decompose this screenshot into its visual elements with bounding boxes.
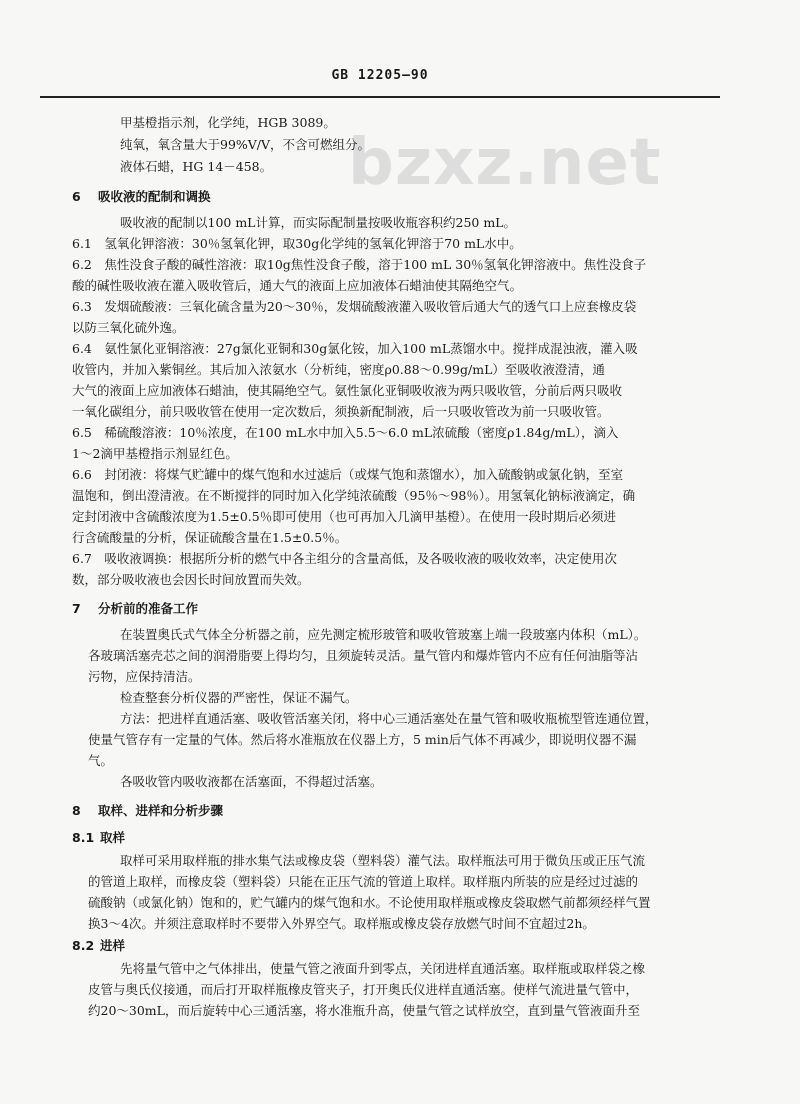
section-number: 8: [72, 803, 81, 818]
clause-line: 温饱和，倒出澄清液。在不断搅拌的同时加入化学纯浓硫酸（95％～98％）。用氢氧化钠标液滴定，确: [72, 488, 636, 503]
paragraph-line: 硫酸钠（或氯化钠）饱和的，贮气罐内的煤气饱和水。不论使用取样瓶或橡皮袋取燃气前都须经样气置: [88, 895, 651, 910]
clause-line: 一氧化碳组分，前只吸收管在使用一定次数后，须换新配制液，后一只吸收管改为前一只吸收管。: [72, 404, 610, 419]
clause-line: 6.7 吸收液调换：根据所分析的燃气中各主组分的含量高低，及各吸收液的吸收效率，决定使用次: [72, 551, 617, 566]
section-6-intro: 吸收液的配制以100 mL计算，而实际配制量按吸收瓶容积约250 mL。: [120, 215, 516, 230]
paragraph-line: 污物，应保持清洁。: [88, 669, 201, 684]
section-7-heading: [72, 594, 720, 624]
clause-6-5: [72, 422, 720, 464]
subsection-title: 进样: [100, 938, 126, 953]
paragraph-line: 检查整套分析仪器的严密性，保证不漏气。: [120, 690, 358, 705]
paragraph-line: 在装置奥氏式气体全分析器之前，应先测定梳形玻管和吸收管玻塞上端一段玻塞内体积（mL）。: [120, 627, 647, 642]
clause-6-7: [72, 548, 720, 590]
paragraph-line: 皮管与奥氏仪接通，而后打开取样瓶橡皮管夹子，打开奥氏仪进样直通活塞。使样气流进量气管中，: [88, 982, 639, 997]
section-title: 分析前的准备工作: [98, 601, 199, 616]
paragraph-line: 约20～30mL，而后旋转中心三通活塞，将水准瓶升高，使量气管之试样放空，直到量气管液面升至: [88, 1003, 640, 1018]
section-title: 吸收液的配制和调换: [98, 189, 211, 204]
clause-line: 6.6 封闭液：将煤气贮罐中的煤气饱和水过滤后（或煤气饱和蒸馏水），加入硫酸钠或氯化钠，至室: [72, 467, 624, 482]
clause-6-2: [72, 254, 720, 296]
clause-line: 定封闭液中含硫酸浓度为1.5±0.5％即可使用（也可再加入几滴甲基橙）。在使用一段时期后必须进: [72, 509, 616, 524]
reagent-line: 纯氧，氧含量大于99%V/V，不含可燃组分。: [120, 137, 371, 152]
subsection-number: 8.2: [72, 938, 95, 953]
paragraph-line: 取样可采用取样瓶的排水集气法或橡皮袋（塑料袋）灌气法。取样瓶法可用于微负压或正压气流: [120, 853, 646, 868]
clause-line: 收管内，并加入紫铜丝。其后加入浓氨水（分析纯，密度ρ0.88～0.99g/mL）至吸收液澄清，通: [72, 362, 605, 377]
reagent-list: [88, 112, 720, 178]
clause-line: 6.1 氢氧化钾溶液：30％氢氧化钾，取30g化学纯的氢氧化钾溶于70 mL水中。: [72, 236, 522, 251]
section-8-heading: [72, 796, 720, 826]
paragraph-line: 各吸收管内吸收液都在活塞面，不得超过活塞。: [120, 774, 383, 789]
section-6-heading: [72, 182, 720, 212]
clause-line: 6.3 发烟硫酸液：三氧化硫含量为20～30％，发烟硫酸液灌入吸收管后通大气的透气口上应套橡皮袋: [72, 299, 637, 314]
clause-6-4: [72, 338, 720, 422]
clause-line: 数，部分吸收液也会因长时间放置而失效。: [72, 572, 310, 587]
clause-6-6: [72, 464, 720, 548]
section-7-paragraph: [88, 708, 720, 771]
paragraph-line: 换3～4次。并须注意取样时不要带入外界空气。取样瓶或橡皮袋存放燃气时间不宜超过2h。: [88, 916, 595, 931]
subsection-8-1-heading: [72, 826, 720, 850]
clause-line: 6.2 焦性没食子酸的碱性溶液：取10g焦性没食子酸，溶于100 mL 30％氢氧化钾溶液中。焦性没食子: [72, 257, 647, 272]
reagent-line: 液体石蜡，HG 14－458。: [120, 159, 273, 174]
clause-line: 6.4 氨性氯化亚铜溶液：27g氯化亚铜和30g氯化铵，加入100 mL蒸馏水中。搅拌成混浊液，灌入吸: [72, 341, 638, 356]
document-body: [72, 112, 720, 1021]
header-rule: [40, 96, 720, 98]
clause-line: 以防三氧化硫外逸。: [72, 320, 185, 335]
paragraph-line: 先将量气管中之气体排出，使量气管之液面升到零点，关闭进样直通活塞。取样瓶或取样袋之橡: [120, 961, 646, 976]
clause-6-1: [72, 233, 720, 254]
clause-line: 行含硫酸量的分析，保证硫酸含量在1.5±0.5％。: [72, 530, 348, 545]
standard-number-header: GB 12205—90: [331, 68, 429, 83]
paragraph-line: 各玻璃活塞壳芯之间的润滑脂要上得均匀，且须旋转灵活。量气管内和爆炸管内不应有任何油脂等沾: [88, 648, 639, 663]
watermark: bzxz.net: [348, 126, 662, 200]
paragraph-line: 方法：把进样直通活塞、吸收管活塞关闭，将中心三通活塞处在量气管和吸收瓶梳型管连通位置，: [120, 711, 658, 726]
clause-line: 大气的液面上应加液体石蜡油，使其隔绝空气。氨性氯化亚铜吸收液为两只吸收管，分前后两只吸收: [72, 383, 623, 398]
section-number: 6: [72, 189, 81, 204]
paragraph-line: 气。: [88, 753, 114, 768]
section-7-paragraph: [88, 624, 720, 687]
subsection-8-2-heading: [72, 934, 720, 958]
reagent-line: 甲基橙指示剂，化学纯，HGB 3089。: [120, 115, 336, 130]
clause-line: 6.5 稀硫酸溶液：10％浓度，在100 mL水中加入5.5～6.0 mL浓硫酸（密度ρ1.84g/mL），滴入: [72, 425, 619, 440]
clause-6-3: [72, 296, 720, 338]
paragraph-line: 使量气管存有一定量的气体。然后将水准瓶放在仪器上方，5 min后气体不再减少，即说明仪器不漏: [88, 732, 637, 747]
subsection-title: 取样: [100, 830, 126, 845]
subsection-number: 8.1: [72, 830, 95, 845]
subsection-8-2-body: [88, 958, 720, 1021]
paragraph-line: 的管道上取样，而橡皮袋（塑料袋）只能在正压气流的管道上取样。取样瓶内所装的应是经过过滤的: [88, 874, 639, 889]
clause-line: 酸的碱性吸收液在灌入吸收管后，通大气的液面上应加液体石蜡油使其隔绝空气。: [72, 278, 523, 293]
subsection-8-1-body: [88, 850, 720, 934]
section-title: 取样、进样和分析步骤: [98, 803, 224, 818]
section-number: 7: [72, 601, 81, 616]
clause-line: 1～2滴甲基橙指示剂显红色。: [72, 446, 238, 461]
